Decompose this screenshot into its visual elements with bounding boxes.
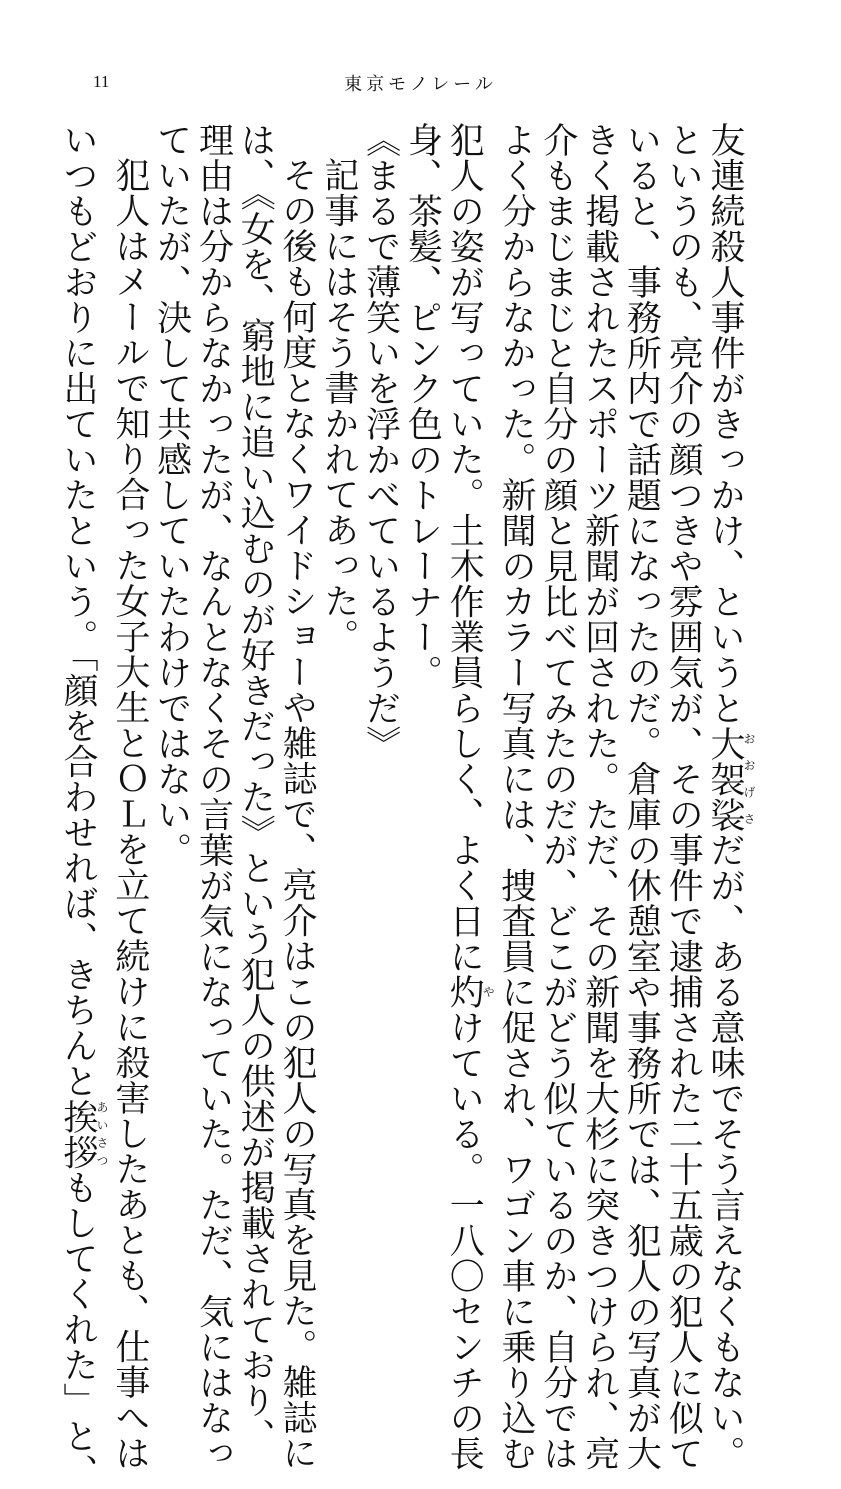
text-line-5: 介もまじまじと自分の顔と見比べてみたのだが、どこがどう似ているのか、自分では [537, 122, 578, 1471]
running-title: 東京モノレール [344, 74, 497, 95]
page-number: 11 [93, 72, 110, 91]
text-line-13: 理由は分からなかったが、なんとなくその言葉が気になっていた。ただ、気にはなっ [193, 122, 234, 1471]
text-line-8: 身、茶髪、ピンク色のトレーナー。 [402, 122, 443, 690]
text-line-4: きく掲載されたスポーツ新聞が回された。ただ、その新聞を大杉に突きつけられ、亮 [579, 122, 620, 1471]
novel-body-text [58, 122, 756, 1489]
text-line-6: よく分からなかった。新聞のカラー写真には、捜査員に促され、ワゴン車に乗り込む [496, 122, 537, 1471]
text-line-10: 記事にはそう書かれてあった。 [318, 157, 359, 654]
text-line-2: というのも、亮介の顔つきや雰囲気が、その事件で逮捕された二十五歳の犯人に似て [663, 122, 704, 1471]
text-line-11: その後も何度となくワイドショーや雑誌で、亮介はこの犯人の写真を見た。雑誌に [277, 157, 318, 1471]
text-line-7: 犯人の姿が写っていた。土木作業員らしく、よく日に灼やけている。一八〇センチの長 [444, 122, 496, 1471]
text-line-9: 《まるで薄笑いを浮かべているようだ》 [360, 122, 401, 761]
text-line-12: は、《女を、窮地に追い込むのが好きだった》という犯人の供述が掲載されており、 [235, 122, 276, 1454]
ruby-aisatsu: 挨拶あいさつ [58, 1098, 110, 1170]
text-line-1: 友連続殺人事件がきっかけ、というと大袈裟おおげさだが、ある意味でそう言えなくもない。 [705, 122, 756, 1471]
text-line-16: いつもどおりに出ていたという。「顔を合わせれば、きちんと挨拶あいさつもしてくれた」と、 [58, 122, 110, 1489]
text-line-3: いると、事務所内で話題になったのだ。倉庫の休憩室や事務所では、犯人の写真が大 [621, 122, 662, 1471]
text-line-14: ていたが、決して共感していたわけではない。 [151, 122, 192, 868]
text-line-15: 犯人はメールで知り合った女子大生とＯＬを立て続けに殺害したあとも、仕事へは [109, 157, 150, 1471]
ruby-oogesa: 大袈裟おおげさ [705, 725, 756, 832]
ruby-yake: 灼や [444, 974, 496, 1010]
